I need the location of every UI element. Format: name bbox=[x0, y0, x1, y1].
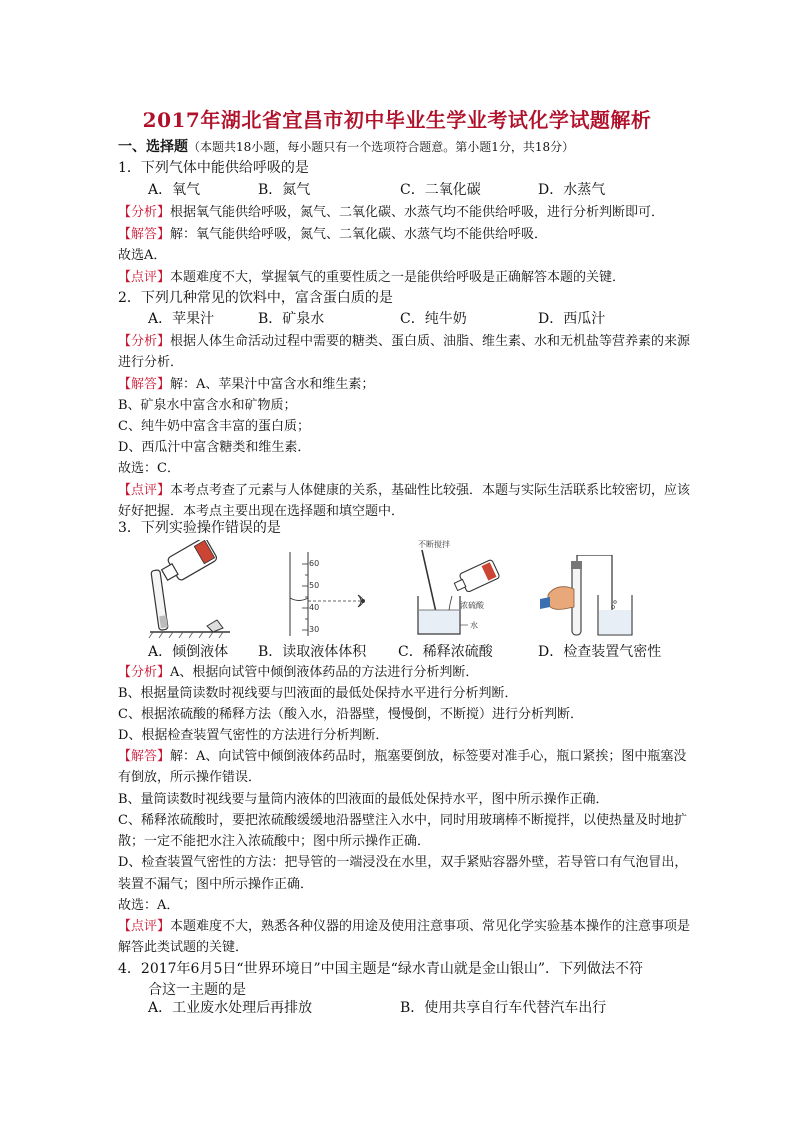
q1-choice: 故选A． bbox=[118, 248, 167, 263]
q2-comment bbox=[118, 483, 691, 499]
q2-answer-c: C、纯牛奶中富含丰富的蛋白质； bbox=[118, 419, 310, 434]
q2-option-a: A．苹果汁 bbox=[148, 311, 215, 327]
q3-answer bbox=[118, 749, 687, 765]
comment-text: 本题难度不大，掌握氧气的重要性质之一是能供给呼吸是正确解答本题的关键． bbox=[170, 270, 626, 285]
q1-comment bbox=[118, 270, 678, 286]
tick-40: 40 bbox=[309, 603, 320, 612]
q3-stem: 3．下列实验操作错误的是 bbox=[118, 520, 281, 536]
answer-text: 解：A、苹果汁中富含水和维生素； bbox=[170, 377, 375, 392]
q3-answer-b: B、量筒读数时视线要与量筒内液体的凹液面的最低处保持水平，图中所示操作正确． bbox=[118, 792, 609, 807]
figure-airtightness bbox=[540, 555, 650, 640]
q2-option-c: C．纯牛奶 bbox=[400, 311, 467, 327]
comment-tag: 【点评】 bbox=[118, 919, 171, 934]
q1-answer bbox=[118, 227, 678, 243]
tick-50: 50 bbox=[309, 581, 320, 590]
q2-answer-b: B、矿泉水中富含水和矿物质； bbox=[118, 398, 297, 413]
q1-option-b: B．氮气 bbox=[258, 182, 311, 198]
analysis-text: 根据氧气能供给呼吸，氮气、二氧化碳、水蒸气均不能供给呼吸，进行分析判断即可． bbox=[170, 205, 665, 220]
q3-answer-d-cont: 装置不漏气；图中所示操作正确． bbox=[118, 877, 314, 892]
answer-tag: 【解答】 bbox=[118, 377, 171, 392]
figure-reading-volume bbox=[270, 550, 380, 640]
q3-answer-a-cont: 有倒放，所示操作错误． bbox=[118, 770, 262, 785]
q3-comment-cont: 解答此类试题的关键． bbox=[118, 940, 249, 955]
q2-analysis-cont: 进行分析． bbox=[118, 355, 184, 370]
q3-caption-d: D．检查装置气密性 bbox=[538, 644, 662, 660]
q4-stem: 4．2017年6月5日“世界环境日”中国主题是“绿水青山就是金山银山”．下列做法不符 bbox=[118, 961, 643, 977]
q3-comment bbox=[118, 919, 691, 935]
page-title: 2017年湖北省宜昌市初中毕业生学业考试化学试题解析 bbox=[142, 108, 652, 132]
label-acid: 浓硫酸 bbox=[460, 601, 484, 610]
q3-analysis bbox=[118, 665, 678, 681]
q3-caption-b: B．读取液体体积 bbox=[258, 644, 367, 660]
q2-comment-cont: 好好把握．本考点主要出现在选择题和填空题中． bbox=[118, 504, 405, 519]
q4-option-b: B．使用共享自行车代替汽车出行 bbox=[400, 1000, 607, 1016]
q2-answer bbox=[118, 377, 678, 393]
q2-analysis bbox=[118, 334, 691, 350]
label-stir: 不断搅拌 bbox=[418, 540, 450, 549]
q3-answer-c-cont: 散；一定不能把水注入浓硫酸中；图中所示操作正确． bbox=[118, 834, 431, 849]
analysis-text: A、根据向试管中倾倒液体药品的方法进行分析判断． bbox=[170, 665, 479, 680]
q2-choice: 故选：C． bbox=[118, 461, 180, 476]
q3-choice: 故选：A． bbox=[118, 898, 180, 913]
q3-caption-c: C．稀释浓硫酸 bbox=[398, 644, 493, 660]
comment-text: 本考点考查了元素与人体健康的关系，基础性比较强．本题与实际生活联系比较密切，应该 bbox=[170, 483, 691, 498]
answer-tag: 【解答】 bbox=[118, 749, 171, 764]
q3-answer-d: D、检查装置气密性的方法：把导管的一端浸没在水里，双手紧贴容器外壁，若导管口有气泡冒出， bbox=[118, 855, 688, 870]
tick-60: 60 bbox=[309, 559, 320, 568]
section-heading bbox=[118, 139, 678, 155]
figure-pouring-liquid bbox=[145, 540, 235, 640]
label-water: 水 bbox=[470, 621, 478, 630]
analysis-text: 根据人体生命活动过程中需要的糖类、蛋白质、油脂、维生素、水和无机盐等营养素的来源 bbox=[170, 334, 691, 349]
q3-answer-c: C、稀释浓硫酸时，要把浓硫酸缓缓地沿器壁注入水中，同时用玻璃棒不断搅拌，以使热量及时地扩 bbox=[118, 813, 687, 828]
section-head: 一、选择题 bbox=[118, 139, 188, 155]
tick-30: 30 bbox=[309, 625, 320, 634]
answer-text: 解：氧气能供给呼吸，氮气、二氧化碳、水蒸气均不能供给呼吸． bbox=[170, 227, 548, 242]
analysis-tag: 【分析】 bbox=[118, 665, 171, 680]
comment-text: 本题难度不大，熟悉各种仪器的用途及使用注意事项、常见化学实验基本操作的注意事项是 bbox=[170, 919, 691, 934]
q1-analysis bbox=[118, 205, 678, 221]
q2-option-b: B．矿泉水 bbox=[258, 311, 325, 327]
q2-answer-d: D、西瓜汁中富含糖类和维生素． bbox=[118, 440, 311, 455]
q1-option-a: A．氧气 bbox=[148, 182, 201, 198]
q2-stem: 2．下列几种常见的饮料中，富含蛋白质的是 bbox=[118, 290, 393, 306]
analysis-tag: 【分析】 bbox=[118, 334, 171, 349]
q3-analysis-b: B、根据量筒读数时视线要与凹液面的最低处保持水平进行分析判断． bbox=[118, 686, 518, 701]
q4-option-a: A．工业废水处理后再排放 bbox=[148, 1000, 313, 1016]
q1-option-d: D．水蒸气 bbox=[538, 182, 606, 198]
q1-stem: 1．下列气体中能供给呼吸的是 bbox=[118, 160, 309, 176]
comment-tag: 【点评】 bbox=[118, 483, 171, 498]
answer-text: 解：A、向试管中倾倒液体药品时，瓶塞要倒放，标签要对准手心，瓶口紧挨；图中瓶塞没 bbox=[170, 749, 687, 764]
comment-tag: 【点评】 bbox=[118, 270, 171, 285]
section-note: （本题共18小题，每小题只有一个选项符合题意。第小题1分，共18分） bbox=[188, 140, 575, 154]
q3-analysis-d: D、根据检查装置气密性的方法进行分析判断． bbox=[118, 728, 389, 743]
analysis-tag: 【分析】 bbox=[118, 205, 171, 220]
q1-option-c: C．二氧化碳 bbox=[400, 182, 481, 198]
q3-caption-a: A．倾倒液体 bbox=[148, 644, 229, 660]
q2-option-d: D．西瓜汁 bbox=[538, 311, 606, 327]
q4-stem-cont: 合这一主题的是 bbox=[148, 982, 246, 998]
answer-tag: 【解答】 bbox=[118, 227, 171, 242]
q3-analysis-c: C、根据浓硫酸的稀释方法（酸入水，沿器壁，慢慢倒，不断搅）进行分析判断． bbox=[118, 707, 583, 722]
figure-diluting-acid bbox=[400, 538, 510, 638]
